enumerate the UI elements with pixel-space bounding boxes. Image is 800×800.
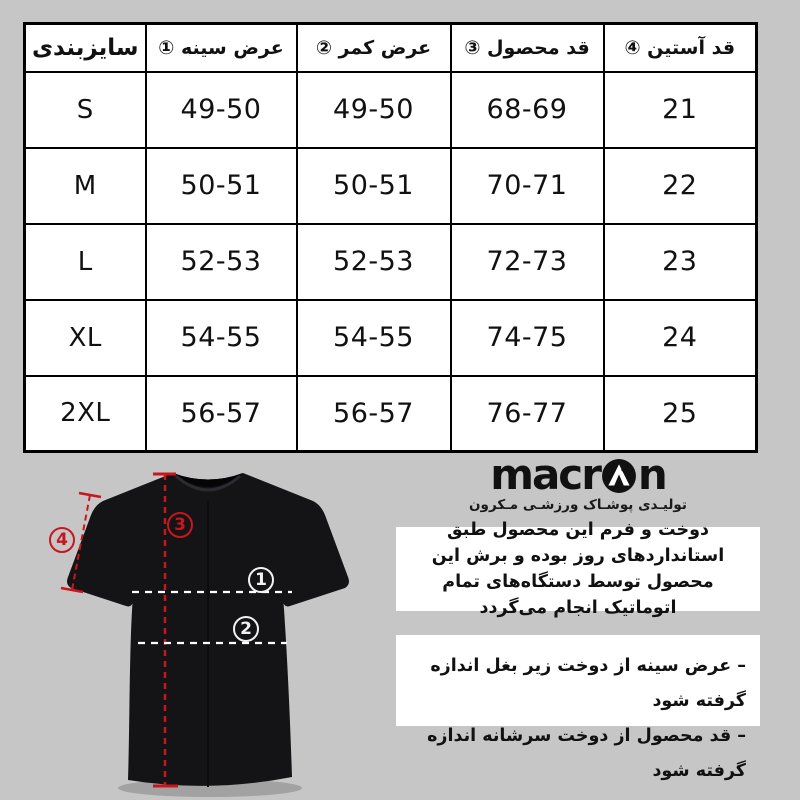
length-value: 76-77: [451, 376, 604, 452]
waist-value: 52-53: [297, 224, 451, 300]
col-header-product-length: قد محصول ③: [451, 24, 604, 72]
sleeve-value: 21: [604, 72, 757, 148]
sleeve-value: 22: [604, 148, 757, 224]
col-header-waist-width: عرض کمر ②: [297, 24, 451, 72]
waist-value: 49-50: [297, 72, 451, 148]
sleeve-value: 24: [604, 300, 757, 376]
table-row: [25, 300, 757, 376]
logo-text-right: n: [637, 450, 666, 499]
logo-text-left: macr: [490, 450, 600, 499]
sleeve-value: 23: [604, 224, 757, 300]
table-row: [25, 376, 757, 452]
size-table: [23, 22, 758, 453]
size-label: S: [25, 72, 146, 148]
size-label: L: [25, 224, 146, 300]
chest-value: 54-55: [146, 300, 297, 376]
macron-logo: [396, 450, 760, 499]
notes-box: [396, 635, 760, 781]
chest-value: 49-50: [146, 72, 297, 148]
waist-value: 56-57: [297, 376, 451, 452]
marker-chest-width: 1: [248, 567, 274, 593]
col-header-sleeve-length: قد آستین ④: [604, 24, 757, 72]
waist-value: 54-55: [297, 300, 451, 376]
length-value: 72-73: [451, 224, 604, 300]
chest-value: 56-57: [146, 376, 297, 452]
table-header-row: [25, 24, 757, 72]
marker-product-length: 3: [167, 512, 193, 538]
col-header-chest-width: عرض سینه ①: [146, 24, 297, 72]
chest-value: 52-53: [146, 224, 297, 300]
size-label: 2XL: [25, 376, 146, 452]
sleeve-value: 25: [604, 376, 757, 452]
brand-subtitle: تولیـدی پوشـاک ورزشـی مـکرون: [469, 497, 687, 513]
tshirt-diagram: [40, 455, 370, 800]
note-line-length: – قد محصول از دوخت سرشانه اندازه گرفته شود: [427, 726, 746, 781]
info-text: دوخت و فرم این محصول طبق استانداردهای روز بوده و برش این محصول توسط دستگاه‌های تمام اتوماتیک انجام می‌گردد: [431, 520, 725, 618]
table-row: [25, 148, 757, 224]
table-row: [25, 72, 757, 148]
length-value: 68-69: [451, 72, 604, 148]
table-row: [25, 224, 757, 300]
marker-waist-width: 2: [233, 616, 259, 642]
brand-block: [396, 450, 760, 513]
size-label: XL: [25, 300, 146, 376]
length-value: 70-71: [451, 148, 604, 224]
waist-value: 50-51: [297, 148, 451, 224]
size-label: M: [25, 148, 146, 224]
macron-emblem-icon: [601, 458, 637, 494]
length-value: 74-75: [451, 300, 604, 376]
marker-sleeve-length: 4: [49, 527, 75, 553]
chest-value: 50-51: [146, 148, 297, 224]
note-line-chest: – عرض سینه از دوخت زیر بغل اندازه گرفته شود: [430, 656, 746, 711]
col-header-sizing: سایزبندی: [25, 24, 146, 72]
info-box: [396, 520, 760, 618]
tshirt-illustration: [40, 455, 370, 800]
